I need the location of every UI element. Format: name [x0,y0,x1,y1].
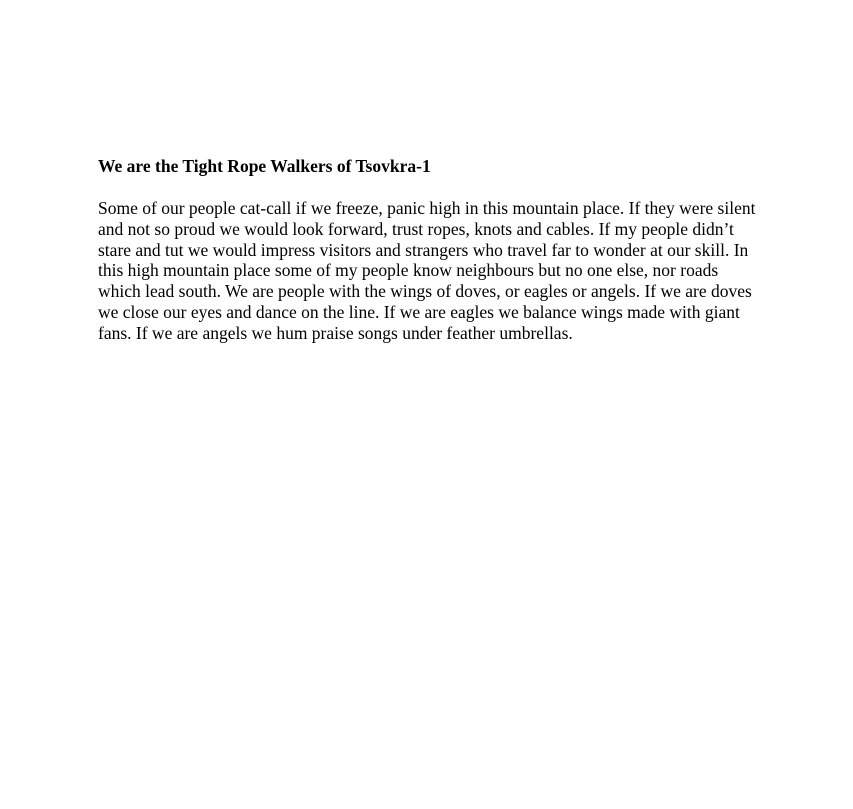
paragraph-line: and not so proud we would look forward, trust ropes, knots and cables. If my people didn’t [98,218,734,239]
paragraph-line: this high mountain place some of my people know neighbours but no one else, nor roads [98,260,719,281]
document-paragraph [98,198,778,344]
paragraph-line: fans. If we are angels we hum praise songs under feather umbrellas. [98,322,573,343]
document-title: We are the Tight Rope Walkers of Tsovkra-1 [98,156,431,176]
paragraph-line: Some of our people cat-call if we freeze, panic high in this mountain place. If they were silent [98,198,756,218]
paragraph-line: stare and tut we would impress visitors and strangers who travel far to wonder at our skill. In [98,239,749,260]
paragraph-line: we close our eyes and dance on the line. If we are eagles we balance wings made with giant [98,301,740,322]
paragraph-line: which lead south. We are people with the wings of doves, or eagles or angels. If we are doves [98,281,752,302]
document-content [98,156,778,344]
